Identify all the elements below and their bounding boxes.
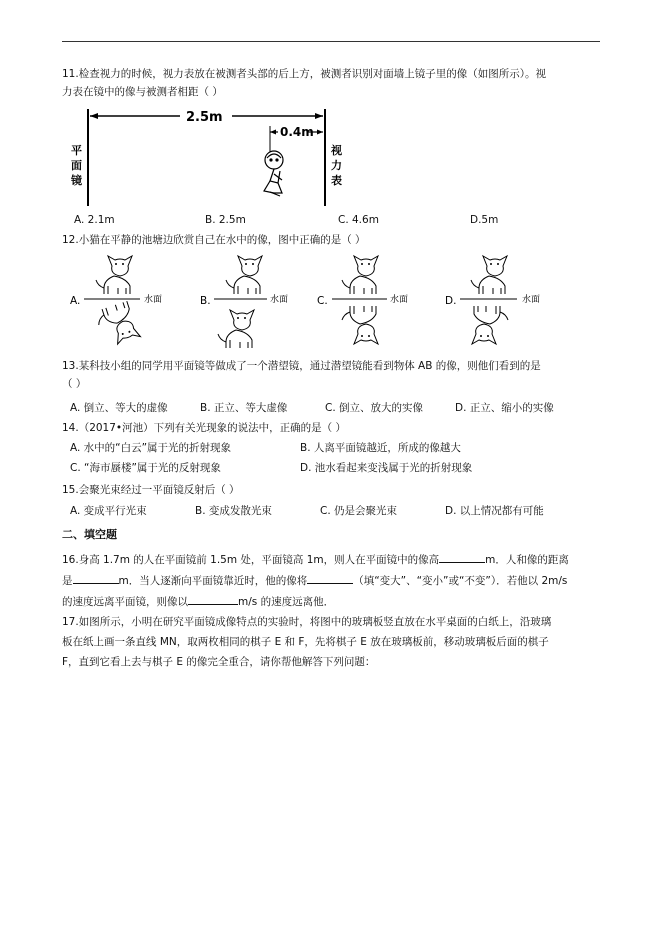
q16-line1 [62, 552, 602, 568]
q17-line3: F，直到它看上去与棋子 E 的像完全重合，请你帮他解答下列问题： [62, 656, 376, 668]
chart-label-3: 表 [331, 174, 342, 187]
q15-text: 15.会聚光束经过一平面镜反射后（ ） [62, 484, 240, 496]
q12-water-label-d: 水面 [522, 295, 541, 305]
dist-small-label: 0.4m [280, 125, 314, 139]
q13-option-b[interactable]: B. 正立、等大虚像 [200, 402, 288, 414]
chart-label-1: 视 [331, 144, 342, 157]
q14-option-b[interactable]: B. 人离平面镜越近，所成的像越大 [300, 442, 461, 454]
q16-l2b: m．当人逐渐向平面镜靠近时，他的像将 [118, 575, 308, 587]
q14-option-a[interactable]: A. 水中的“白云”属于光的折射现象 [70, 442, 232, 454]
q13-line1: 13.某科技小组的同学用平面镜等做成了一个潜望镜，通过潜望镜能看到物体 AB 的像，则他们看到的是 [62, 360, 541, 372]
q16-l3b: m/s 的速度远离他． [238, 596, 335, 608]
q11-option-d[interactable]: D.5m [470, 214, 499, 226]
header-rule [62, 41, 600, 42]
q12-water-label-a: 水面 [144, 295, 163, 305]
section-title-fill-in: 二、填空题 [62, 528, 117, 541]
q16-blank-1[interactable] [439, 552, 485, 563]
q12-water-label-b: 水面 [270, 295, 289, 305]
q16-blank-4[interactable] [188, 594, 238, 605]
q15-option-a[interactable]: A. 变成平行光束 [70, 505, 147, 517]
q15-option-c[interactable]: C. 仍是会聚光束 [320, 505, 398, 517]
q12-letter-a: A. [70, 295, 81, 307]
q13-option-d[interactable]: D. 正立、缩小的实像 [455, 402, 554, 414]
q13-option-a[interactable]: A. 倒立、等大的虚像 [70, 402, 168, 414]
q16-blank-2[interactable] [73, 573, 119, 584]
person-figure [264, 151, 283, 196]
q12-text: 12.小猫在平静的池塘边欣赏自己在水中的像，图中正确的是（ ） [62, 234, 366, 246]
q11-option-b[interactable]: B. 2.5m [205, 214, 246, 226]
q12-letter-d: D. [445, 295, 457, 307]
mirror-label-2: 面 [71, 159, 82, 172]
q12-letter-b: B. [200, 295, 211, 307]
q17-line2: 板在纸上画一条直线 MN，取两枚相同的棋子 E 和 F，先将棋子 E 放在玻璃板前，移动玻璃板后面的棋子 [62, 636, 549, 648]
q16-line2 [62, 573, 602, 589]
q14-text: 14.（2017•河池）下列有关光现象的说法中，正确的是（ ） [62, 422, 346, 434]
q12-water-label-c: 水面 [390, 295, 409, 305]
q15-option-d[interactable]: D. 以上情况都有可能 [445, 505, 544, 517]
q12-letter-c: C. [317, 295, 328, 307]
q12-figure [62, 252, 562, 356]
q14-option-d[interactable]: D. 池水看起来变浅属于光的折射现象 [300, 462, 473, 474]
q11-line2: 力表在镜中的像与被测者相距（ ） [62, 86, 223, 98]
q16-l2c: （填“变大”、“变小”或“不变”）．若他以 2m/s [353, 575, 568, 587]
q16-blank-3[interactable] [307, 573, 353, 584]
q17-line1: 17.如图所示，小明在研究平面镜成像特点的实验时，将图中的玻璃板竖直放在水平桌面的白纸上，沿玻璃 [62, 616, 552, 628]
chart-label-2: 力 [331, 159, 342, 172]
mirror-label-1: 平 [71, 144, 82, 157]
q11-option-c[interactable]: C. 4.6m [338, 214, 379, 226]
q16-line3 [62, 594, 602, 610]
mirror-label-3: 镜 [71, 174, 82, 187]
q13-line2: （ ） [62, 378, 87, 390]
q16-l1b: m．人和像的距离 [485, 554, 569, 566]
q15-option-b[interactable]: B. 变成发散光束 [195, 505, 272, 517]
q11-line1: 11.检查视力的时候，视力表放在被测者头部的后上方，被测者识别对面墙上镜子里的像（如图所示）。视 [62, 68, 546, 80]
q16-l2a: 是 [62, 575, 73, 587]
q11-option-a[interactable]: A. 2.1m [74, 214, 115, 226]
q16-l1a: 16.身高 1.7m 的人在平面镜前 1.5m 处，平面镜高 1m，则人在平面镜中的像高 [62, 554, 440, 566]
q14-option-c[interactable]: C. “海市蜃楼”属于光的反射现象 [70, 462, 221, 474]
dist-total-label: 2.5m [186, 110, 223, 125]
q13-option-c[interactable]: C. 倒立、放大的实像 [325, 402, 424, 414]
q11-figure [60, 104, 360, 212]
q16-l3a: 的速度远离平面镜，则像以 [62, 596, 188, 608]
